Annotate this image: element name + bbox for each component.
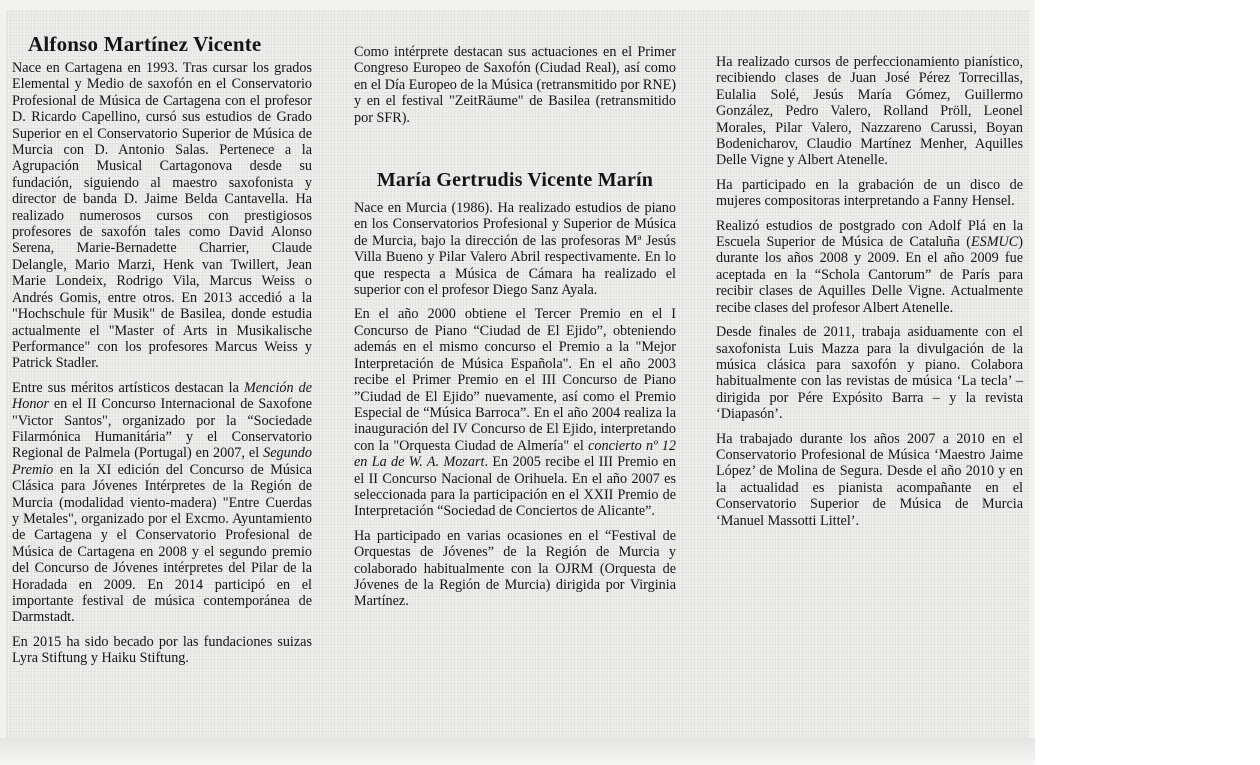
- paragraph: [716, 218, 1023, 316]
- paragraph: Ha participado en varias ocasiones en el “Festival de Orquestas de Jóvenes” de la Región de Murcia y colaborado habitualmente con la OJRM (Orquesta de Jóvenes de la Región de Murcia) dirigida por Virginia Martínez.: [354, 527, 676, 610]
- column-right: [716, 54, 1023, 537]
- text-run: ) durante los años 2008 y 2009. En el año 2009 fue aceptada en la “Schola Cantorum” de París para recibir clases de Aquilles Delle Vigne. Actualmente recibe clases del profesor Albert Atenelle.: [716, 234, 1023, 316]
- paragraph: Ha trabajado durante los años 2007 a 2010 en el Conservatorio Profesional de Música ‘Maestro Jaime López’ de Molina de Segura. Desde el año 2010 y en la actualidad es pianista acompañante en el Conservatorio Superior de Música de Murcia ‘Manuel Massotti Littel’.: [716, 430, 1023, 529]
- text-run: Realizó estudios de postgrado con Adolf Plá en la Escuela Superior de Música de Cataluña (: [716, 217, 1023, 251]
- italic-text: ESMUC: [970, 234, 1019, 251]
- heading-maria: María Gertrudis Vicente Marín: [376, 169, 654, 192]
- page-bottom-edge: [0, 738, 1035, 765]
- column-left: [12, 32, 312, 675]
- italic-text: Segundo Premio: [12, 445, 312, 478]
- paragraph: Ha realizado cursos de perfeccionamiento pianístico, recibiendo clases de Juan José Pérez Torrecillas, Eulalia Solé, Jesús María Gómez, Guillermo González, Pedro Valero, Rolland Pröll, Leonel Morales, Pilar Valero, Nazzareno Carussi, Boyan Bodenicharov, Claudio Martínez Menher, Aquilles Delle Vigne y Albert Atenelle.: [716, 54, 1023, 169]
- paragraph: Ha participado en la grabación de un disco de mujeres compositoras interpretando a Fanny Hensel.: [716, 176, 1023, 210]
- text-run: En el año 2000 obtiene el Tercer Premio en el I Concurso de Piano “Ciudad de El Ejido”, obteniendo además en el mismo concurso el Premio a la "Mejor Interpretación de Música Española". En el año 2003 recibe el Primer Premio en el III Concurso de Piano ”Ciudad de El Ejido” nuevamente, así como el Premio Especial de “Música Barroca”. En el año 2004 realiza la inauguración del IV Concurso de El Ejido, interpretando con la "Orquesta Ciudad de Almería" el: [354, 306, 676, 454]
- text-run: en el II Concurso Internacional de Saxofone "Victor Santos", organizado por la “Sociedade Filarmónica Humanitária” y el Conservatorio Regional de Palmela (Portugal) en 2007, el: [12, 396, 312, 462]
- paragraph: Como intérprete destacan sus actuaciones en el Primer Congreso Europeo de Saxofón (Ciudad Real), así como en el Día Europeo de la Música (retransmitido por RNE) y en el festival "ZeitRäume" de Basilea (retransmitido por SFR).: [354, 44, 676, 126]
- italic-text: Mención de Honor: [12, 379, 312, 413]
- paragraph: [12, 380, 312, 626]
- paragraph: Nace en Murcia (1986). Ha realizado estudios de piano en los Conservatorios Profesional y Superior de Música de Murcia, bajo la dirección de las profesoras Mª Jesús Villa Bueno y Pilar Valero Abril respectivamente. En lo que respecta a Música de Cámara ha realizado el superior con el profesor Diego Sanz Ayala.: [354, 200, 676, 299]
- text-run: . En 2005 recibe el III Premio en el II Concurso Nacional de Orihuela. En el año 2007 es seleccionada para la participación en el XXII Premio de Interpretación “Sociedad de Conciertos de Alicante”.: [354, 454, 676, 520]
- paragraph: En 2015 ha sido becado por las fundaciones suizas Lyra Stiftung y Haiku Stiftung.: [12, 633, 312, 667]
- heading-alfonso: Alfonso Martínez Vicente: [28, 32, 262, 56]
- italic-text: concierto nº 12 en La de W. A. Mozart: [354, 437, 676, 471]
- column-middle: [354, 44, 676, 618]
- paragraph: Nace en Cartagena en 1993. Tras cursar los grados Elemental y Medio de saxofón en el Conservatorio Profesional de Música de Cartagena con el profesor D. Ricardo Capellino, cursó sus estudios de Grado Superior en el Conservatorio Superior de Música de Murcia con D. Antonio Salas. Pertenece a la Agrupación Musical Cartagonova desde su fundación, siguiendo al maestro saxofonista y director de banda D. Jaime Belda Cantavella. Ha realizado numerosos cursos con prestigiosos profesores de saxofón tales como David Alonso Serena, Marie-Bernadette Charrier, Claude Delangle, Mario Marzi, Henk van Twillert, Jean Marie Londeix, Rodrigo Vila, Marcus Weiss o Andrés Gomis, entre otros. En 2013 accedió a la "Hochschule für Musik" de Basilea, donde estudia actualmente el "Master of Arts in Musikalische Performance" con los profesores Marcus Weiss y Patrick Stadler.: [12, 60, 312, 372]
- text-run: Entre sus méritos artísticos destacan la: [12, 379, 244, 396]
- paragraph: Desde finales de 2011, trabaja asiduamente con el saxofonista Luis Mazza para la divulgación de la música clásica para saxofón y piano. Colabora habitualmente con las revistas de música ‘La tecla’ – dirigida por Pére Expósito Barra – y la revista ‘Diapasón’.: [716, 324, 1023, 423]
- paragraph: [354, 306, 676, 519]
- text-run: en la XI edición del Concurso de Música Clásica para Jóvenes Intérpretes de la Región de Murcia (modalidad viento-madera) "Entre Cuerdas y Metales", organizado por el Excmo. Ayuntamiento de Cartagena y el Conservatorio Profesional de Música de Cartagena en 2008 y el segundo premio del Concurso de Jóvenes intérpretes del Pilar de la Horadada en 2009. En 2014 participó en el importante festival de música contemporánea de Darmstadt.: [12, 461, 312, 626]
